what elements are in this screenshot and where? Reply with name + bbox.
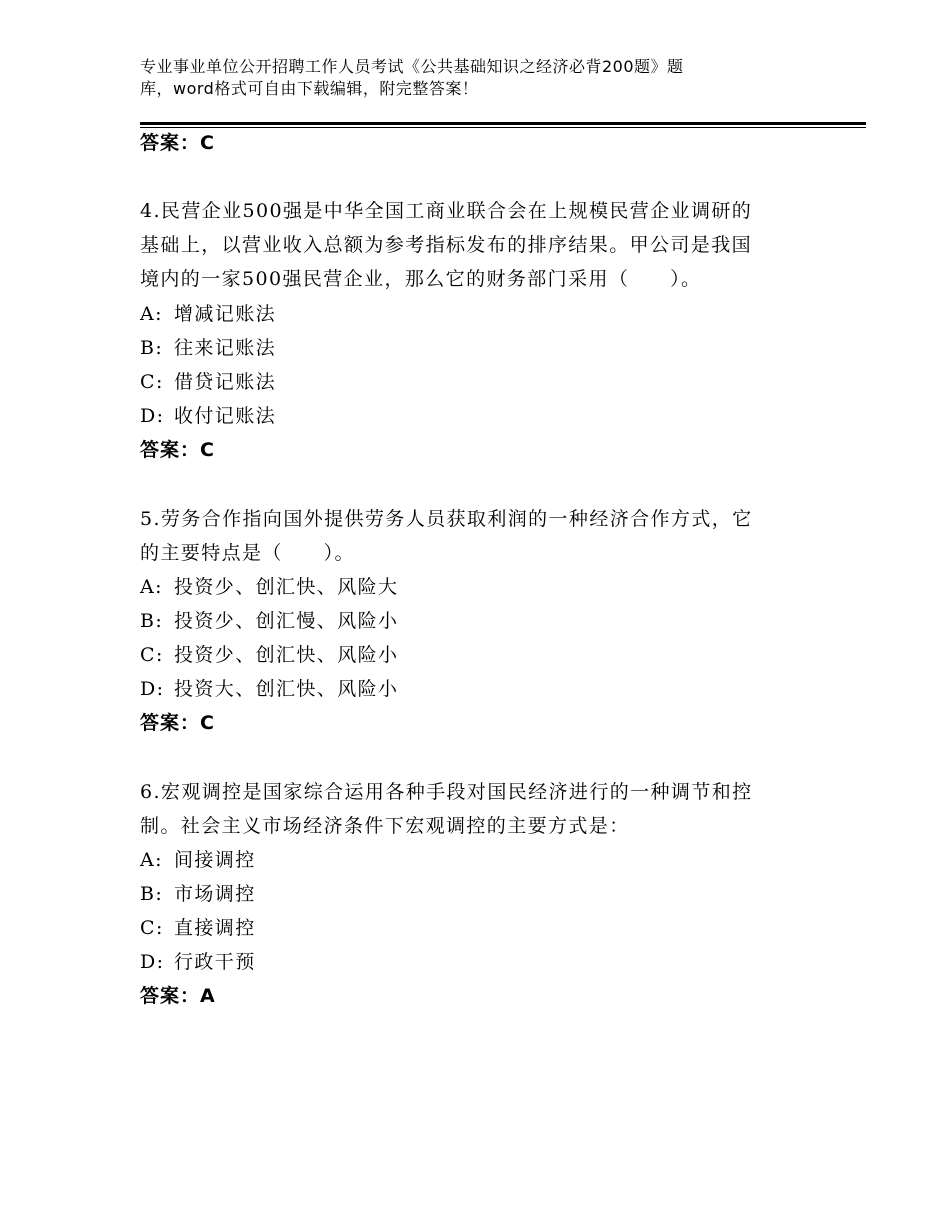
option-text: 间接调控 — [174, 849, 256, 871]
question-4-stem-line-3: 境内的一家500强民营企业，那么它的财务部门采用（ ）。 — [140, 268, 702, 290]
question-4-stem-line-2: 基础上，以营业收入总额为参考指标发布的排序结果。甲公司是我国 — [140, 234, 753, 256]
question-5-option-b — [140, 604, 398, 638]
question-4-option-d — [140, 399, 276, 433]
question-4-option-b — [140, 331, 276, 365]
question-4-answer: 答案：C — [140, 439, 215, 461]
option-text: 投资少、创汇慢、风险小 — [174, 610, 399, 632]
option-key: D: — [140, 405, 165, 427]
document-header — [140, 56, 780, 100]
question-4-option-a — [140, 297, 276, 331]
question-6-option-b — [140, 877, 256, 911]
question-5-stem-line-2: 的主要特点是（ ）。 — [140, 542, 355, 564]
question-6-stem-line-2: 制。社会主义市场经济条件下宏观调控的主要方式是： — [140, 815, 630, 837]
option-key: D: — [140, 678, 165, 700]
option-key: A: — [140, 849, 163, 871]
question-6-option-a — [140, 843, 256, 877]
question-6-stem-line-1: 6.宏观调控是国家综合运用各种手段对国民经济进行的一种调节和控 — [140, 781, 753, 803]
option-key: D: — [140, 951, 165, 973]
option-key: A: — [140, 303, 163, 325]
header-line-2: 库，word格式可自由下载编辑，附完整答案！ — [140, 79, 479, 98]
option-key: C: — [140, 371, 164, 393]
question-4-stem-line-1: 4.民营企业500强是中华全国工商业联合会在上规模民营企业调研的 — [140, 200, 753, 222]
option-text: 收付记账法 — [174, 405, 277, 427]
header-rule-thin — [140, 127, 866, 128]
question-6-option-c — [140, 911, 256, 945]
option-text: 直接调控 — [174, 917, 256, 939]
question-5-answer: 答案：C — [140, 712, 215, 734]
question-5-option-d — [140, 672, 398, 706]
option-text: 行政干预 — [174, 951, 256, 973]
question-4-option-c — [140, 365, 276, 399]
previous-answer: 答案：C — [140, 132, 215, 154]
option-text: 往来记账法 — [174, 337, 277, 359]
question-6-option-d — [140, 945, 256, 979]
option-text: 市场调控 — [174, 883, 256, 905]
option-key: A: — [140, 576, 163, 598]
option-text: 借贷记账法 — [174, 371, 277, 393]
option-text: 投资大、创汇快、风险小 — [174, 678, 399, 700]
question-5-stem-line-1: 5.劳务合作指向国外提供劳务人员获取利润的一种经济合作方式，它 — [140, 508, 753, 530]
option-key: B: — [140, 883, 164, 905]
option-key: B: — [140, 337, 164, 359]
option-text: 投资少、创汇快、风险大 — [174, 576, 399, 598]
header-rule-thick — [140, 122, 866, 125]
question-5-option-a — [140, 570, 398, 604]
option-key: C: — [140, 644, 164, 666]
option-key: C: — [140, 917, 164, 939]
header-line-1: 专业事业单位公开招聘工作人员考试《公共基础知识之经济必背200题》题 — [140, 57, 684, 76]
option-text: 投资少、创汇快、风险小 — [174, 644, 399, 666]
option-text: 增减记账法 — [174, 303, 277, 325]
option-key: B: — [140, 610, 164, 632]
question-6-answer: 答案：A — [140, 985, 216, 1007]
question-5-option-c — [140, 638, 398, 672]
